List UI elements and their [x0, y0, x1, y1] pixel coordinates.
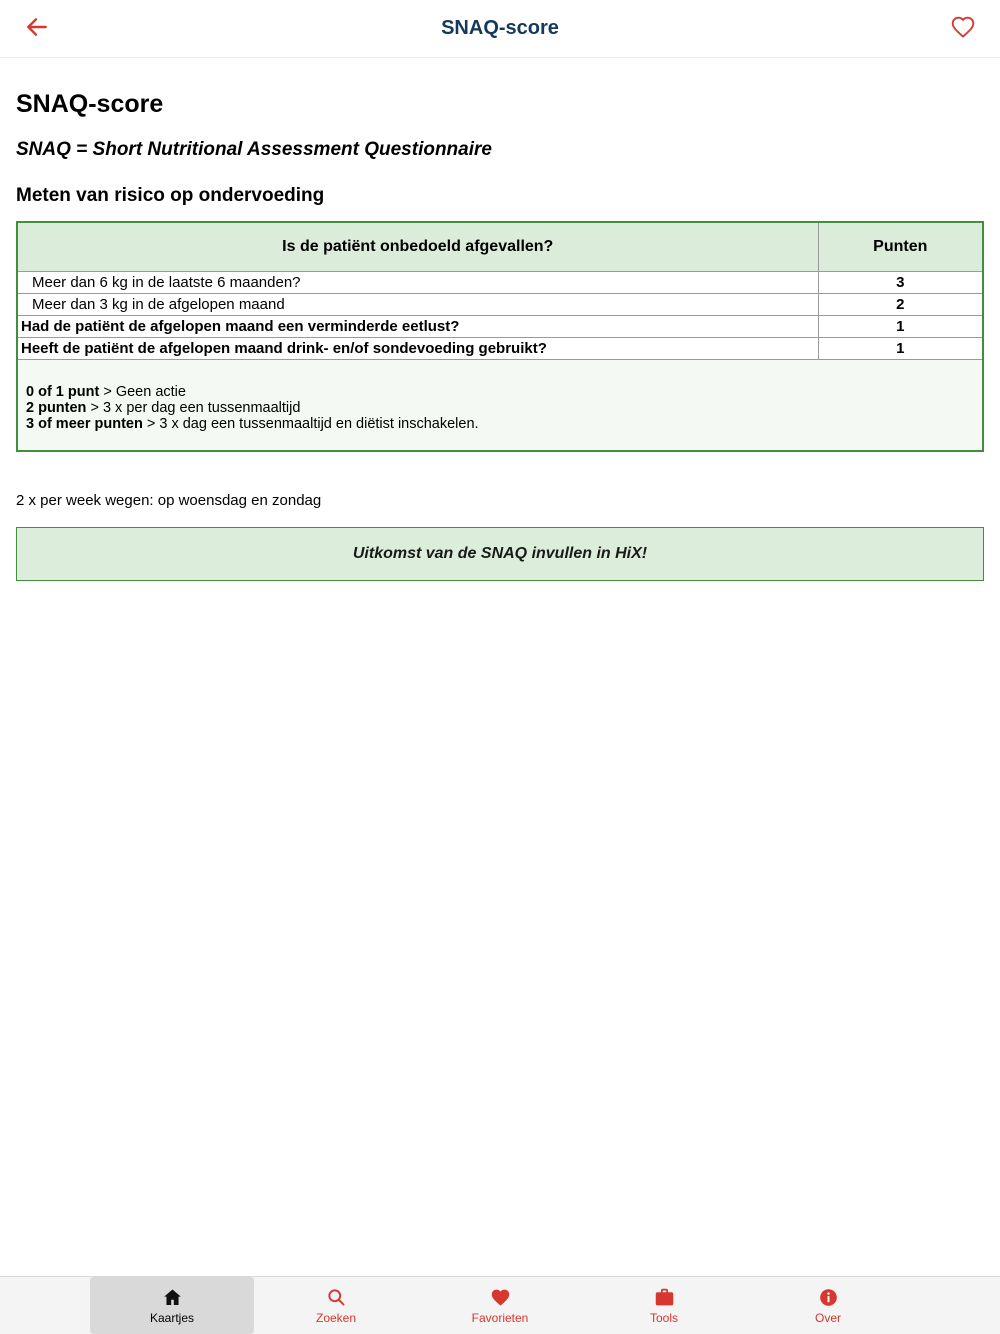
content-heading: SNAQ-score	[16, 90, 164, 118]
section-heading: Meten van risico op ondervoeding	[16, 185, 325, 206]
table-row	[17, 338, 983, 360]
question-cell: Heeft de patiënt de afgelopen maand drink- en/of sondevoeding gebruikt?	[17, 338, 818, 360]
back-button[interactable]	[20, 12, 54, 46]
question-header: Is de patiënt onbedoeld afgevallen?	[17, 222, 818, 272]
heart-icon	[490, 1287, 511, 1308]
tab-tools[interactable]	[582, 1277, 746, 1334]
points-cell: 2	[818, 294, 983, 316]
snaq-score-table	[16, 221, 984, 452]
points-cell: 1	[818, 316, 983, 338]
scoring-line: 0 of 1 punt > Geen actie	[26, 384, 186, 400]
table-row	[17, 316, 983, 338]
scoring-legend	[17, 360, 983, 452]
table-row	[17, 272, 983, 294]
table-header-row	[17, 222, 983, 272]
content-area	[0, 58, 1000, 581]
page-title: SNAQ-score	[441, 17, 559, 39]
bottom-tabbar	[0, 1276, 1000, 1334]
heart-outline-icon	[950, 14, 976, 43]
back-arrow-icon	[24, 14, 50, 43]
question-cell: Meer dan 3 kg in de afgelopen maand	[17, 294, 818, 316]
tab-label: Favorieten	[471, 1310, 529, 1325]
table-row	[17, 294, 983, 316]
tab-kaartjes[interactable]	[90, 1277, 254, 1334]
top-navbar	[0, 0, 1000, 58]
snaq-definition: SNAQ = Short Nutritional Assessment Questionnaire	[16, 139, 492, 160]
briefcase-icon	[654, 1287, 675, 1308]
search-icon	[326, 1287, 347, 1308]
tab-label: Over	[814, 1310, 841, 1325]
tab-label: Zoeken	[315, 1310, 357, 1325]
points-header: Punten	[818, 222, 983, 272]
info-icon	[818, 1287, 839, 1308]
tab-over[interactable]	[746, 1277, 910, 1334]
scoring-line: 3 of meer punten > 3 x dag een tussenmaaltijd en diëtist inschakelen.	[26, 416, 479, 432]
home-icon	[162, 1287, 183, 1308]
points-cell: 3	[818, 272, 983, 294]
hix-callout: Uitkomst van de SNAQ invullen in HiX!	[16, 527, 984, 581]
scoring-row	[17, 360, 983, 452]
tab-label: Tools	[649, 1310, 678, 1325]
scoring-line: 2 punten > 3 x per dag een tussenmaaltijd	[26, 400, 301, 416]
question-cell: Had de patiënt de afgelopen maand een verminderde eetlust?	[17, 316, 818, 338]
points-cell: 1	[818, 338, 983, 360]
tab-zoeken[interactable]	[254, 1277, 418, 1334]
tab-label: Kaartjes	[149, 1310, 195, 1325]
weigh-note: 2 x per week wegen: op woensdag en zondag	[16, 492, 322, 509]
tab-favorieten[interactable]	[418, 1277, 582, 1334]
question-cell: Meer dan 6 kg in de laatste 6 maanden?	[17, 272, 818, 294]
favorite-button[interactable]	[946, 12, 980, 46]
